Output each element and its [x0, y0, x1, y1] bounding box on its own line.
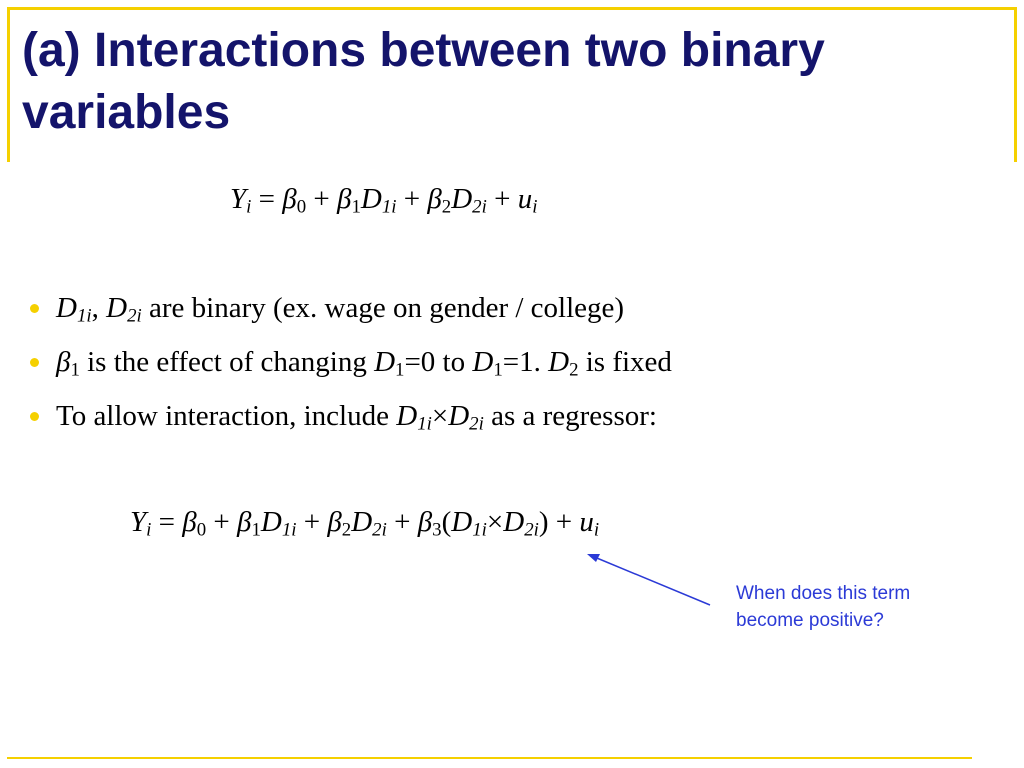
slide-title: (a) Interactions between two binary variables — [22, 24, 825, 139]
bullet-item: $D_{1i}$, $D_{2i}$ are binary (ex. wage on gender / college) — [28, 288, 1008, 342]
callout-text: When does this term become positive? — [736, 583, 911, 631]
bullet-item: $\beta_1$ is the effect of changing $D_1=0$ to $D_1=1$. $D_2$ is fixed — [28, 342, 1008, 396]
equation-interaction-model: $Y_i = \beta_0 + \beta_1D_{1i} + \beta_2D_{2i} + \beta_3(D_{1i}\times D_{2i}) + u_i$ — [130, 506, 600, 541]
bullet-item: To allow interaction, include $D_{1i}\times D_{2i}$ as a regressor: — [28, 396, 1008, 450]
equation-base-model: $Y_i = \beta_0 + \beta_1D_{1i} + \beta_2D_{2i} + u_i$ — [230, 183, 538, 218]
